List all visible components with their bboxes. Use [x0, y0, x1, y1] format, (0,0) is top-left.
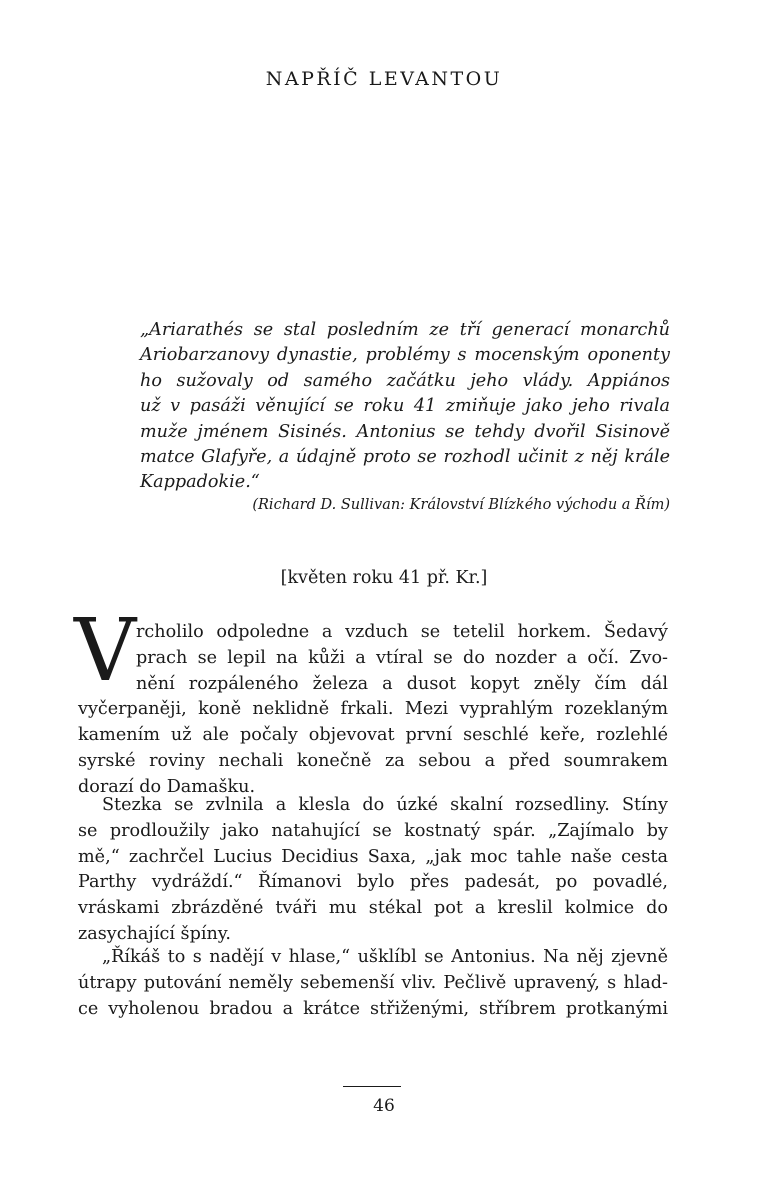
paragraph-line: zasychající špíny. — [78, 923, 231, 944]
drop-cap: V — [74, 601, 137, 701]
paragraph-line: „Říkáš to s nadějí v hlase,“ ušklíbl se Antonius. Na něj zjevně — [102, 947, 668, 967]
date-heading: [květen roku 41 př. Kr.] — [280, 568, 488, 588]
epigraph-line: už v pasáži věnující se roku 41 zmiňuje jako jeho rivala — [140, 396, 670, 417]
paragraph — [78, 945, 668, 1022]
epigraph-line: ho sužovaly od samého začátku jeho vlády. Appiános — [140, 370, 670, 391]
page-number: 46 — [373, 1096, 395, 1116]
paragraph-line: ce vyholenou bradou a krátce střiženými, stříbrem protkanými — [78, 998, 668, 1019]
paragraph — [78, 793, 668, 948]
footer-rule — [343, 1086, 401, 1087]
epigraph-line: „Ariarathés se stal posledním ze tří generací monarchů — [140, 320, 670, 340]
paragraph-line: Stezka se zvlnila a klesla do úzké skalní rozsedliny. Stíny — [102, 795, 668, 815]
epigraph-line: Kappadokie.“ — [140, 472, 260, 493]
epigraph-line: Ariobarzanovy dynastie, problémy s mocenským oponenty — [140, 345, 670, 366]
paragraph-line: kamením už ale počaly objevovat první seschlé keře, rozlehlé — [78, 725, 668, 746]
running-head: NAPŘÍČ LEVANTOU — [265, 68, 503, 90]
paragraph-line: Parthy vydráždí.“ Římanovi bylo přes padesát, po povadlé, — [78, 872, 668, 893]
paragraph-line: vráskami zbrázděné tváři mu stékal pot a kreslil kolmice do — [78, 898, 668, 919]
epigraph-line: matce Glafyře, a údajně proto se rozhodl učinit z něj krále — [140, 447, 670, 468]
paragraph-line: rcholilo odpoledne a vzduch se tetelil horkem. Šedavý — [136, 622, 668, 642]
paragraph — [78, 620, 668, 801]
paragraph-line: útrapy putování neměly sebemenší vliv. Pečlivě upravený, s hlad- — [78, 972, 668, 993]
epigraph-source: (Richard D. Sullivan: Království Blízkého východu a Řím) — [252, 497, 670, 513]
paragraph-line: syrské roviny nechali konečně za sebou a před soumrakem — [78, 750, 668, 771]
paragraph-line: se prodloužily jako natahující se kostnatý spár. „Zajímalo by — [78, 820, 668, 841]
paragraph-line: nění rozpáleného železa a dusot kopyt zněly čím dál — [136, 673, 668, 694]
epigraph — [140, 318, 670, 496]
paragraph-line: dorazí do Damašku. — [78, 776, 256, 797]
paragraph-line: prach se lepil na kůži a vtíral se do nozder a očí. Zvo- — [136, 647, 668, 668]
paragraph-line: mě,“ zachrčel Lucius Decidius Saxa, „jak moc tahle naše cesta — [78, 846, 668, 867]
paragraph-line: vyčerpaněji, koně neklidně frkali. Mezi vyprahlým rozeklaným — [78, 699, 668, 720]
epigraph-line: muže jménem Sisinés. Antonius se tehdy dvořil Sisinově — [140, 421, 670, 442]
